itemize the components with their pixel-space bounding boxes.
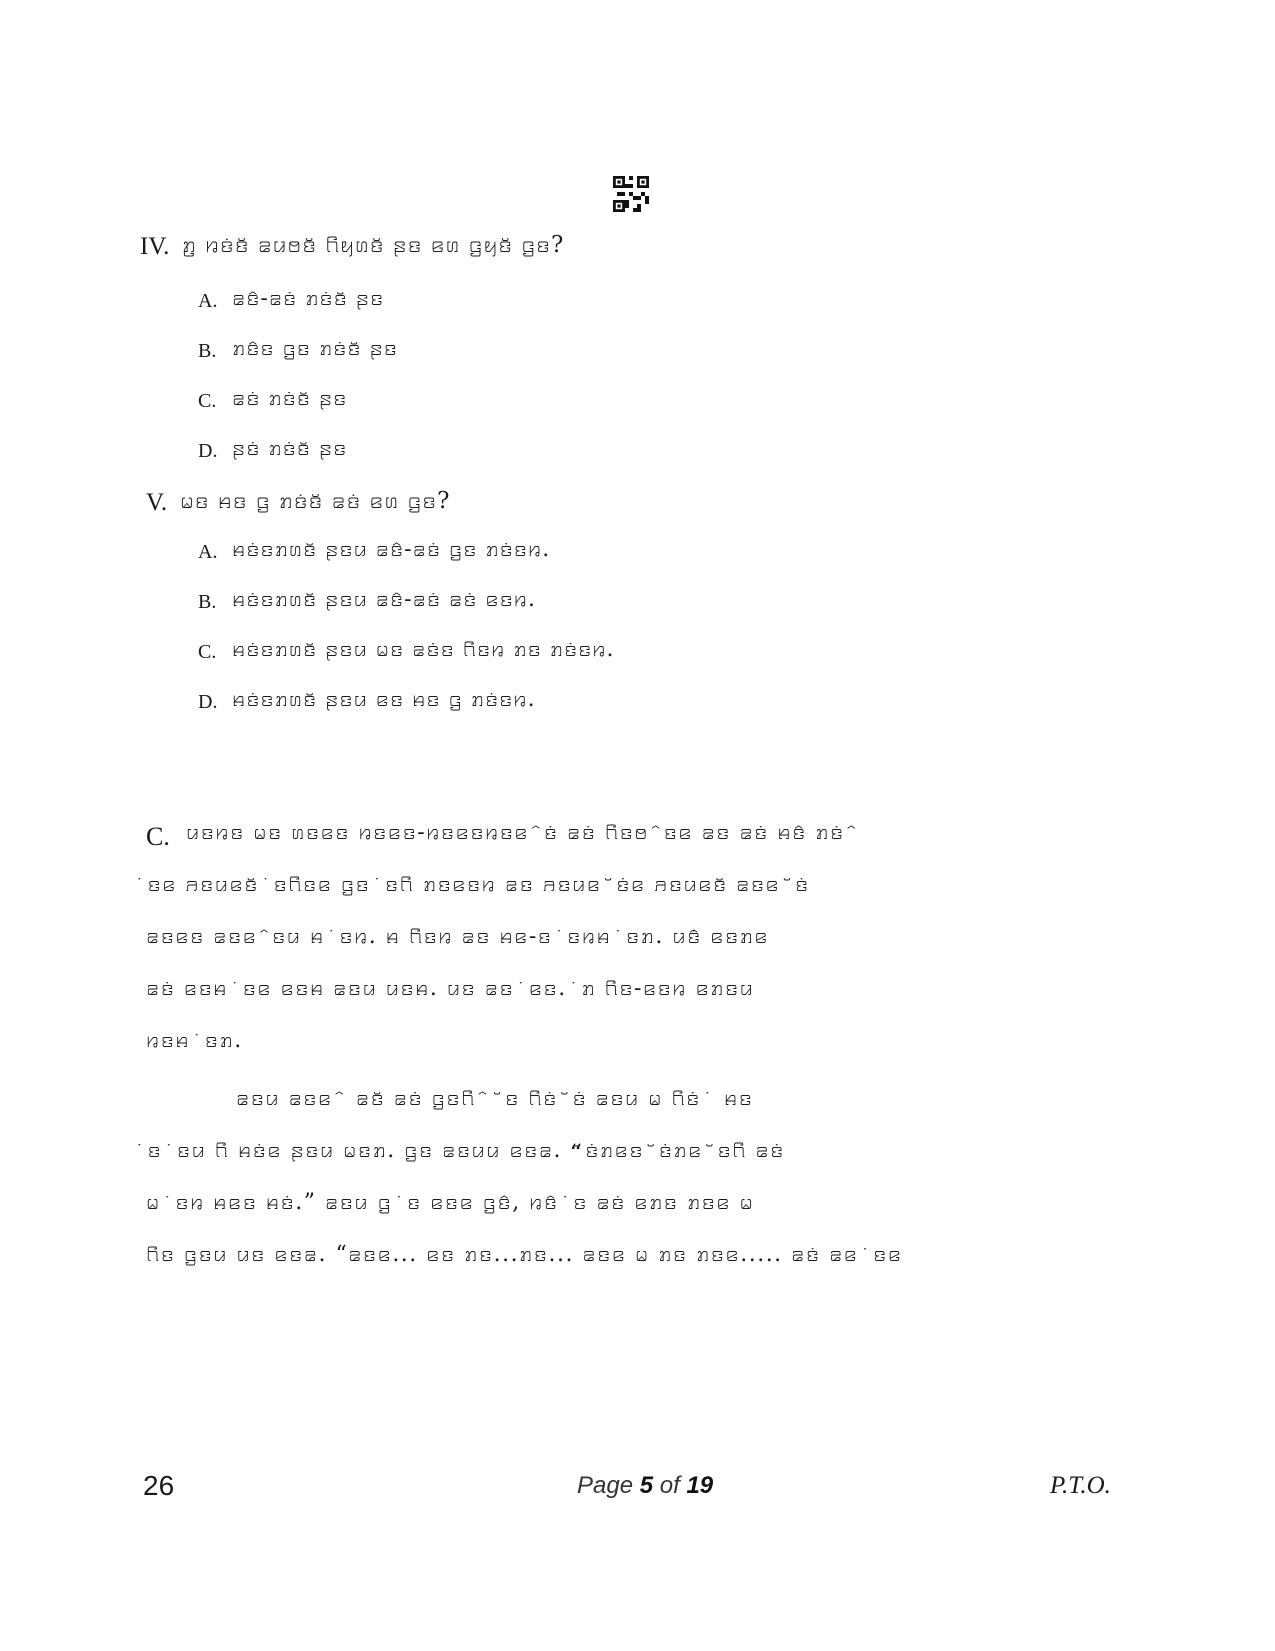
passage-line: ꤙꤢꤌ ꤦꤢꤊ. (146, 1028, 243, 1053)
passage-line: ꤦꤢꤕ ꤏꤢꤣꤕꤢꤩ ꤦꤢꤖꤢꤕ ꤞꤢ ꤦꤢꤖ ꤊꤢꤕꤢꤙ ꤘꤢ ꤏꤢꤣꤕ ꤩꤢꤦꤕ ꤏꤢꤣꤕꤢꤩ ꤘꤢꤕ ꤩꤢꤦ (146, 872, 810, 897)
passage-line: ꤘꤢꤦ ꤕꤢꤌ ꤦꤢꤕ ꤕꤢꤌ ꤘꤢꤣ ꤣꤢꤌ. ꤣꤢ ꤘꤢ ꤦꤕꤢ. ꤦꤊ ꤖꤢ-ꤕꤢꤙ ꤕꤊꤢꤣ (146, 976, 755, 1001)
option-letter: C. (198, 641, 217, 663)
question-text: ꤗꤢ ꤌꤢ ꤞ ꤊꤢꤦꤢꤩ ꤘꤢꤦ ꤕꤛ ꤞꤢ? (180, 488, 451, 514)
page-indicator (577, 1472, 713, 1500)
option-text: ꤊꤢꤨꤢ ꤞꤢ ꤊꤢꤦꤢꤩ ꤔꤢ (232, 336, 398, 361)
question-text: ꤊ꤬ ꤙꤢꤦꤢꤩ ꤘꤣꤥꤢꤩ ꤖꤟꤛꤢꤩ ꤔꤢ ꤕꤛ ꤞꤟꤢꤩ ꤞꤢ? (182, 232, 565, 258)
please-turn-over: P.T.O. (1050, 1472, 1111, 1499)
page-total: 19 (686, 1472, 714, 1499)
option-text: ꤔꤢꤦ ꤊꤢꤦꤢꤩ ꤔꤢ (232, 436, 348, 461)
passage-line: ꤖꤢ ꤞꤢꤣ ꤣꤢ ꤕꤢꤘ. “ꤘꤢꤕ... ꤕꤢ ꤊꤢ...ꤊꤢ... ꤘꤢꤕ ꤗ ꤊꤢ ꤊꤢꤕ..... ꤘꤢꤦ ꤘꤕ ꤦꤢꤕ (146, 1242, 903, 1267)
page-word: Page (577, 1472, 634, 1499)
option-letter: A. (198, 541, 218, 563)
page-current: 5 (639, 1472, 654, 1499)
option-letter: A. (198, 290, 218, 312)
option-letter: B. (198, 340, 217, 362)
option-text: ꤌꤢꤦꤢꤊꤛꤢꤩ ꤔꤢꤣ ꤕꤢ ꤌꤢ ꤞ ꤊꤢꤦꤢꤙ. (232, 687, 536, 712)
question-number: V. (146, 489, 168, 516)
option-letter: B. (198, 591, 217, 613)
option-text: ꤘꤢꤦ ꤊꤢꤦꤢꤩ ꤔꤢ (232, 386, 348, 411)
option-text: ꤌꤢꤦꤢꤊꤛꤢꤩ ꤔꤢꤣ ꤘꤢꤨ-ꤘꤢꤦ ꤘꤢꤦ ꤕꤢꤙ. (232, 587, 537, 612)
passage-line: ꤗ ꤦꤢꤙ ꤌꤕꤢ ꤌꤢꤦ.” ꤘꤢꤣ ꤞ ꤦꤢ ꤕꤢꤕ ꤞꤢꤨ, ꤙꤢꤨ ꤦꤢ ꤘꤢꤦ ꤕꤊꤢ ꤊꤢꤕ ꤗ (146, 1190, 755, 1215)
question-number: IV. (140, 233, 170, 260)
option-letter: D. (198, 691, 218, 713)
section-label: C. (146, 822, 170, 851)
passage-line: ꤦꤢ ꤦꤢꤣ ꤖ ꤌꤢꤦꤕ ꤔꤢꤣ ꤗꤢꤊ. ꤞꤢ ꤘꤢꤣꤣ ꤕꤢꤘ. “ꤩꤢꤦꤊꤕꤢ ꤩꤢꤦꤊꤕ ꤩꤢꤖ ꤘꤢꤦ (146, 1138, 785, 1163)
option-text: ꤌꤢꤦꤢꤊꤛꤢꤩ ꤔꤢꤣ ꤘꤢꤨ-ꤘꤢꤦ ꤞꤢ ꤊꤢꤦꤢꤙ. (232, 537, 551, 562)
booklet-number: 26 (143, 1470, 175, 1501)
passage-line: ꤘꤢꤣ ꤘꤢꤕ ꤨ ꤘꤢꤩ ꤘꤢꤦ ꤞꤢꤖ ꤨ ꤩꤢ ꤖꤢꤦ ꤩꤢꤦ ꤘꤢꤣ ꤗ ꤖꤢꤦ ꤦ ꤌꤢ (236, 1086, 754, 1111)
option-letter: C. (198, 390, 217, 412)
option-text: ꤘꤢꤨ-ꤘꤢꤦ ꤊꤢꤦꤢꤩ ꤔꤢ (232, 286, 385, 311)
option-text: ꤌꤢꤦꤢꤊꤛꤢꤩ ꤔꤢꤣ ꤗꤢ ꤘꤢꤦꤢ ꤖꤢꤙ ꤊꤢ ꤊꤢꤦꤢꤙ. (232, 637, 615, 662)
passage-line: ꤣꤢꤙꤢ ꤗꤢ ꤛꤢꤕꤢ ꤙꤢꤕꤢ-ꤙꤢꤕꤢꤙꤢꤕ ꤨꤢꤦ ꤘꤢꤦ ꤖꤢꤥ ꤨꤢꤕ ꤘꤢ ꤘꤢꤦ ꤌꤢꤨ ꤊꤢꤦ ꤨ (186, 820, 860, 845)
option-letter: D. (198, 440, 218, 462)
page-of: of (659, 1472, 680, 1499)
qr-code-icon (613, 176, 649, 212)
passage-line: ꤘꤢꤕꤢ ꤘꤢꤕ ꤨꤢꤣ ꤌ ꤦꤢꤙ. ꤌ ꤖꤢꤙ ꤘꤢ ꤌꤕ-ꤢ ꤦꤢꤙꤌ ꤦꤢꤊ. ꤣꤢꤦꤨ ꤕꤢꤊꤕ (146, 924, 770, 949)
